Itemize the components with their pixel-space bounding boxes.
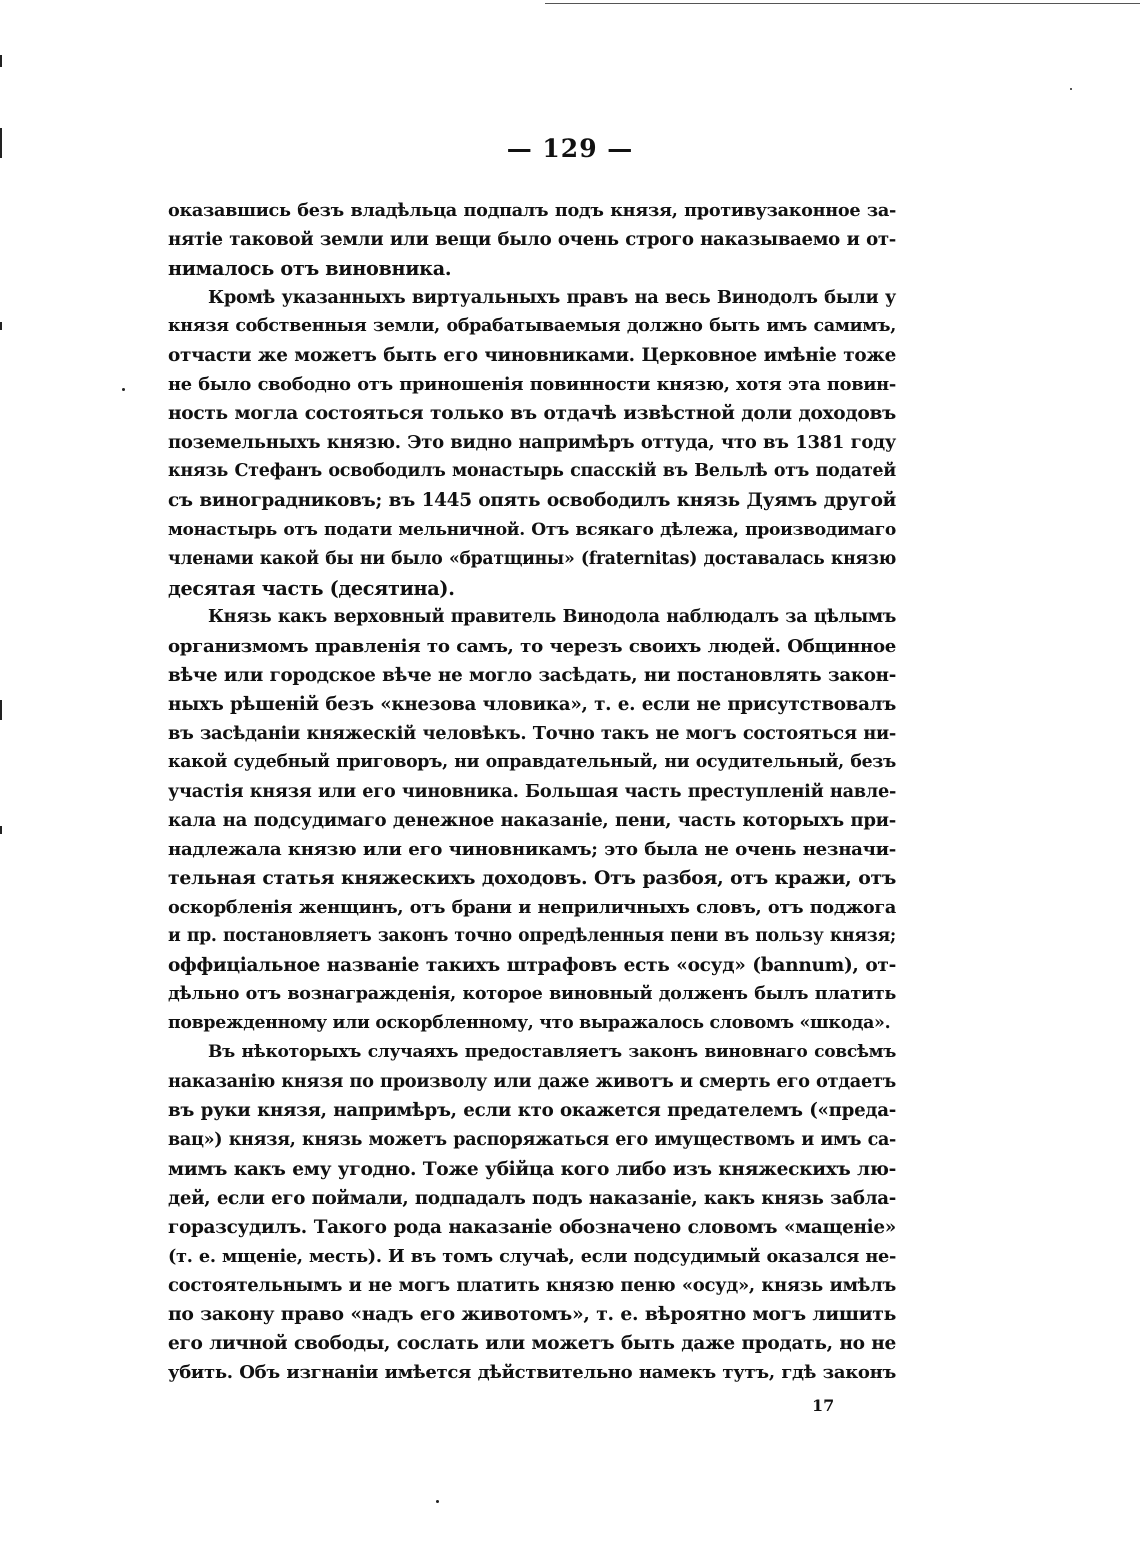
text-line: участія князя или его чиновника. Большая часть преступленій навле-: [168, 780, 896, 802]
text-line: не было свободно отъ приношенія повинности князю, хотя эта повин-: [168, 374, 896, 396]
paragraph: [168, 283, 896, 603]
text-line: вѣче или городское вѣче не могло засѣдать, ни постановлять закон-: [168, 664, 896, 686]
text-line: поврежденному или оскорбленному, что выражалось словомъ «шкода».: [168, 1013, 891, 1034]
text-line: въ руки князя, напримѣръ, если кто окажется предателемъ («преда-: [168, 1100, 896, 1122]
paragraph: [168, 603, 896, 1039]
text-line: отчасти же можетъ быть его чиновниками. Церковное имѣніе тоже: [168, 345, 896, 367]
paragraph: [168, 196, 896, 283]
text-line: дѣльно отъ вознагражденія, которое виновный долженъ былъ платить: [168, 984, 896, 1005]
top-edge-rule: [545, 3, 1140, 4]
text-line: дей, если его поймали, подпадалъ подъ наказаніе, какъ князь забла-: [168, 1187, 896, 1209]
margin-mark: [0, 700, 2, 720]
text-line: поземельныхъ князю. Это видно напримѣръ оттуда, что въ 1381 году: [168, 432, 896, 454]
text-line: надлежала князю или его чиновникамъ; это была не очень незначи-: [168, 839, 896, 861]
printer-signature: 17: [812, 1396, 835, 1415]
margin-mark: [0, 322, 2, 330]
text-line: организмомъ правленія то самъ, то черезъ своихъ людей. Общинное: [168, 635, 896, 657]
text-line: (т. е. мщеніе, месть). И въ томъ случаѣ, если подсудимый оказался не-: [168, 1245, 896, 1267]
text-line: Князь какъ верховный правитель Винодола наблюдалъ за цѣлымъ: [208, 606, 896, 627]
text-line: оскорбленія женщинъ, отъ брани и неприличныхъ словъ, отъ поджога: [168, 897, 896, 919]
text-line: съ виноградниковъ; въ 1445 опять освободилъ князь Дуямъ другой: [168, 490, 896, 512]
text-line: вац») князя, князь можетъ распоряжаться его имуществомъ и имъ са-: [168, 1129, 896, 1150]
ink-speck: [122, 388, 125, 391]
text-line: нималось отъ виновника.: [168, 257, 452, 281]
text-line: въ засѣданіи княжескій человѣкъ. Точно такъ не могъ состояться ни-: [168, 722, 896, 744]
text-line: ность могла состояться только въ отдачѣ извѣстной доли доходовъ: [168, 403, 896, 425]
text-line: Въ нѣкоторыхъ случаяхъ предоставляетъ законъ виновнаго совсѣмъ: [208, 1042, 896, 1063]
text-line: Кромѣ указанныхъ виртуальныхъ правъ на весь Винодолъ были у: [208, 287, 896, 309]
text-line: князя собственныя земли, обрабатываемыя должно быть имъ самимъ,: [168, 316, 896, 337]
text-line: по закону право «надъ его животомъ», т. е. вѣроятно могъ лишить: [168, 1302, 896, 1325]
ink-speck: [436, 1500, 439, 1503]
text-line: оказавшись безъ владѣльца подпалъ подъ князя, противузаконное за-: [168, 200, 896, 221]
margin-mark: [0, 128, 2, 158]
text-line: тельная статья княжескихъ доходовъ. Отъ разбоя, отъ кражи, отъ: [168, 867, 896, 890]
text-line: наказанію князя по произволу или даже животъ и смерть его отдаетъ: [168, 1071, 896, 1093]
text-line: монастырь отъ подати мельничной. Отъ всякаго дѣлежа, производимаго: [168, 519, 896, 540]
text-line: состоятельнымъ и не могъ платить князю пеню «осуд», князь имѣлъ: [168, 1274, 896, 1296]
ink-speck: [1070, 88, 1072, 90]
text-line: горазсудилъ. Такого рода наказаніе обозначено словомъ «мащеніе»: [168, 1216, 896, 1238]
margin-mark: [0, 55, 2, 67]
body-text: [168, 196, 896, 1387]
text-line: десятая часть (десятина).: [168, 576, 455, 600]
text-line: князь Стефанъ освободилъ монастырь спасскій въ Вельлѣ отъ податей: [168, 461, 896, 482]
text-line: какой судебный приговоръ, ни оправдательный, ни осудительный, безъ: [168, 751, 896, 772]
text-line: кала на подсудимаго денежное наказаніе, пени, часть которыхъ при-: [168, 809, 896, 831]
text-line: убить. Объ изгнаніи имѣется дѣйствительно намекъ тутъ, гдѣ законъ: [168, 1361, 896, 1383]
text-line: его личной свободы, сослать или можетъ быть даже продать, но не: [168, 1332, 896, 1354]
text-line: членами какой бы ни было «братщины» (fraternitas) доставалась князю: [168, 548, 896, 569]
text-line: и пр. постановляетъ законъ точно опредѣленныя пени въ пользу князя;: [168, 926, 896, 947]
paragraph: [168, 1038, 896, 1387]
page-number: — 129 —: [506, 134, 634, 163]
text-line: ныхъ рѣшеній безъ «кнезова чловика», т. е. если не присутствовалъ: [168, 693, 896, 715]
text-line: мимъ какъ ему угодно. Тоже убійца кого либо изъ княжескихъ лю-: [168, 1158, 896, 1180]
margin-mark: [0, 826, 2, 834]
text-line: оффиціальное названіе такихъ штрафовъ есть «осуд» (bannum), от-: [168, 955, 896, 977]
text-line: нятіе таковой земли или вещи было очень строго наказываемо и от-: [168, 229, 896, 251]
